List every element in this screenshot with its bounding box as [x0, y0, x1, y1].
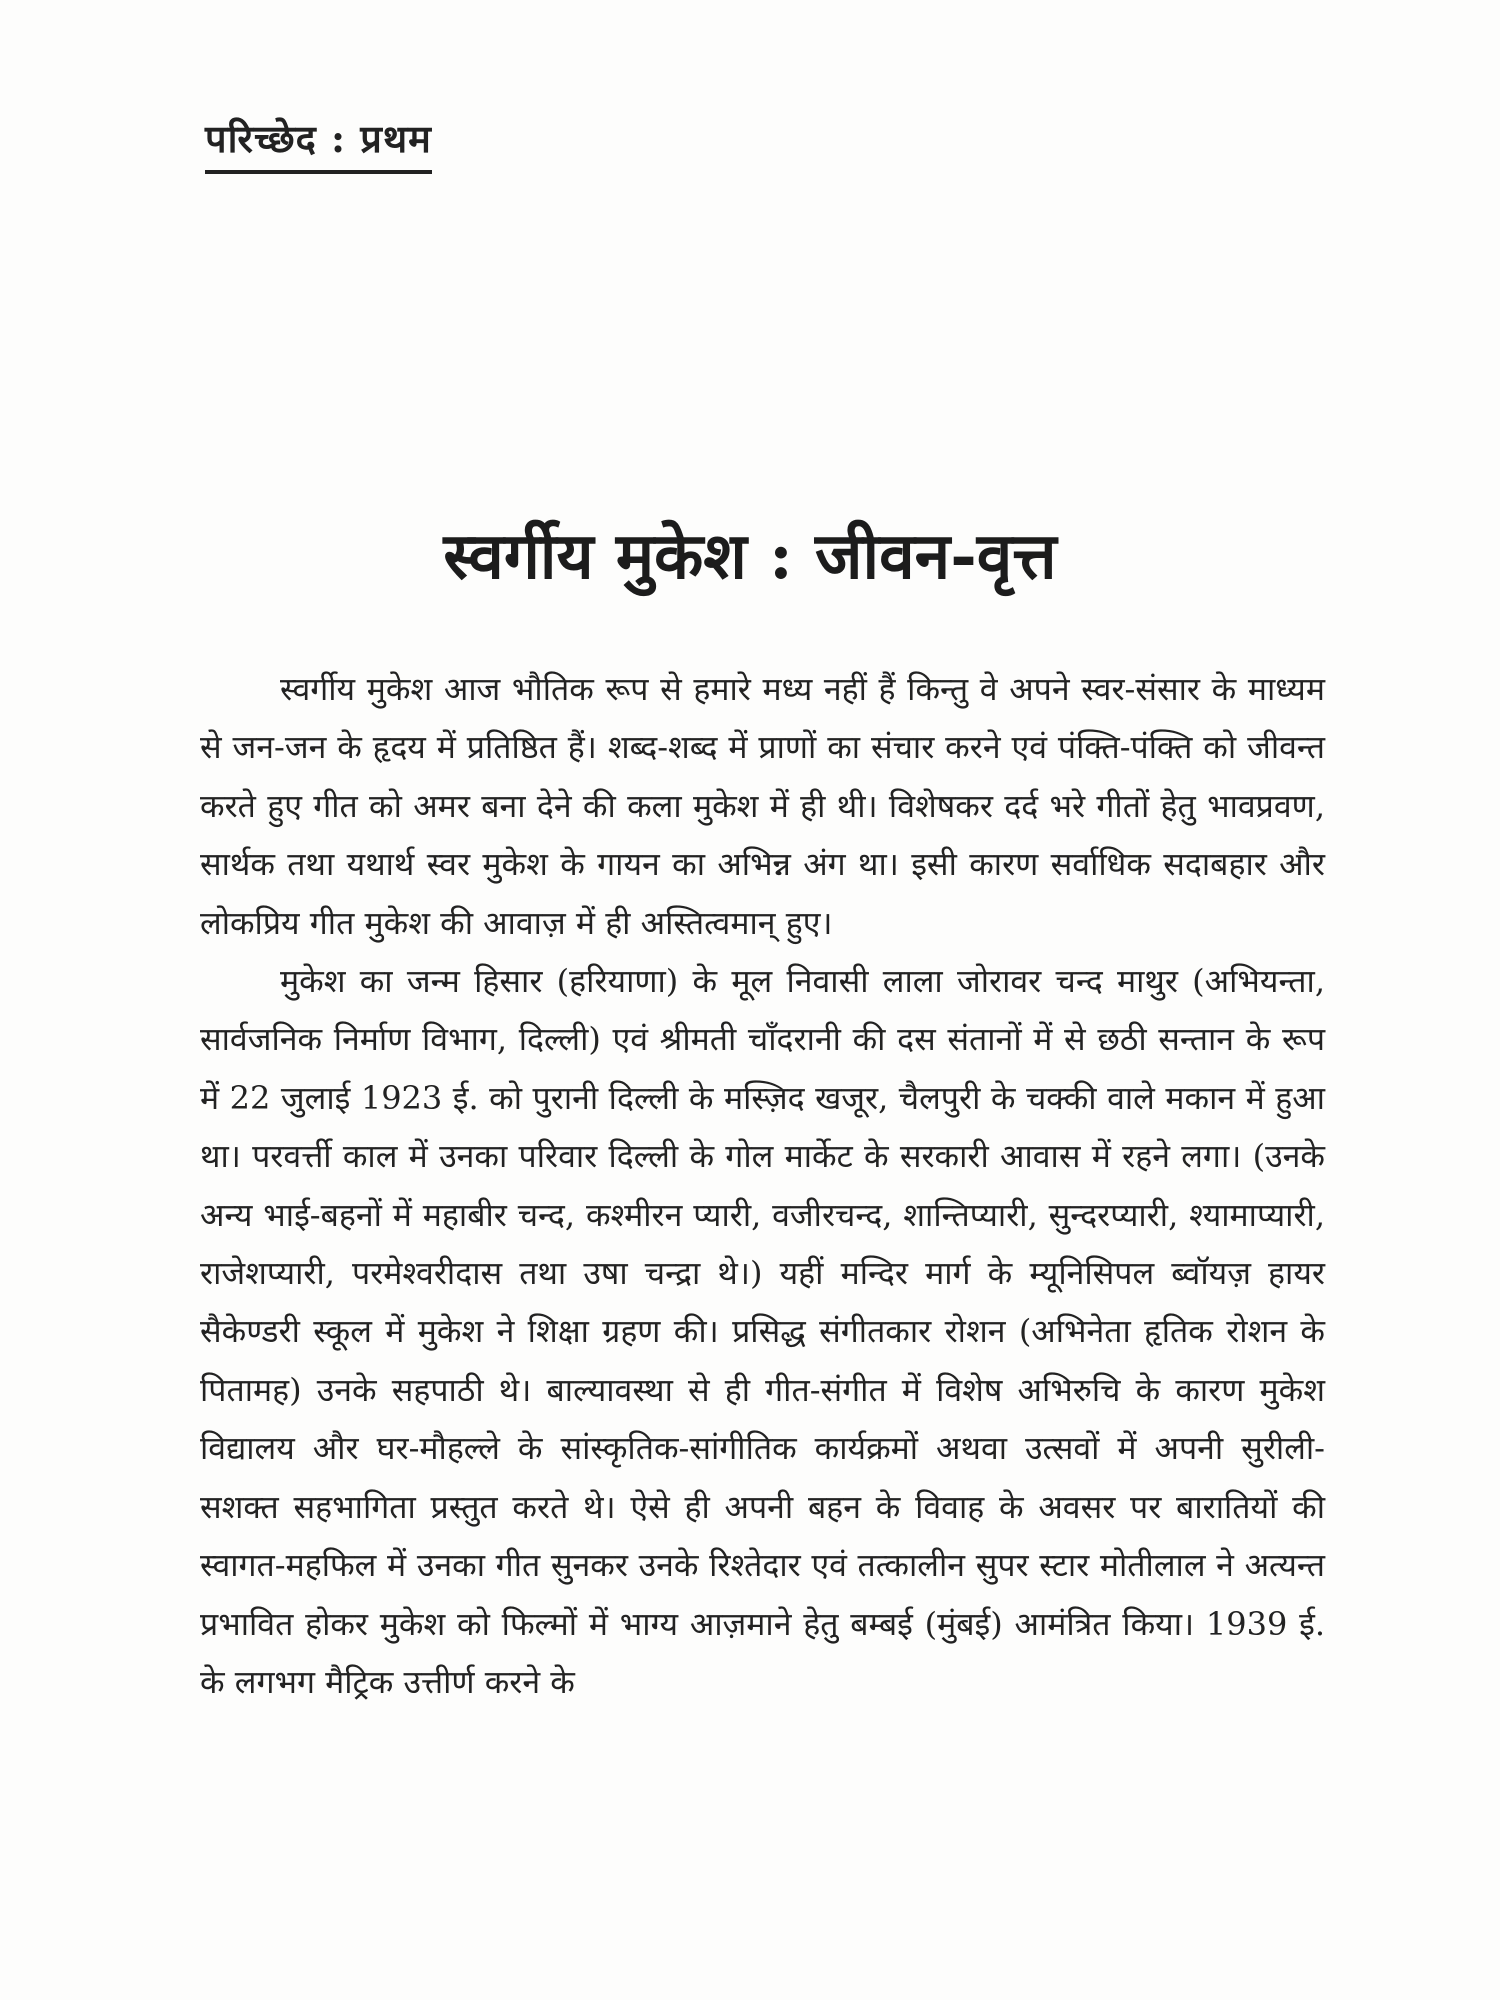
- page-title: स्वर्गीय मुकेश : जीवन-वृत्त: [443, 519, 1057, 594]
- body-text: [200, 660, 1325, 1711]
- chapter-heading: परिच्छेद : प्रथम: [205, 112, 432, 174]
- paragraph-intro: स्वर्गीय मुकेश आज भौतिक रूप से हमारे मध्य नहीं हैं किन्तु वे अपने स्वर-संसार के माध्यम से जन-जन के हृदय में प्रतिष्ठित हैं। शब्द-शब्द में प्राणों का संचार करने एवं पंक्ति-पंक्ति को जीवन्त करते हुए गीत को अमर बना देने की कला मुकेश में ही थी। विशेषकर दर्द भरे गीतों हेतु भावप्रवण, सार्थक तथा यथार्थ स्वर मुकेश के गायन का अभिन्न अंग था। इसी कारण सर्वाधिक सदाबहार और लोकप्रिय गीत मुकेश की आवाज़ में ही अस्तित्वमान् हुए।: [200, 670, 1325, 942]
- paragraph-birth: मुकेश का जन्म हिसार (हरियाणा) के मूल निवासी लाला जोरावर चन्द माथुर (अभियन्ता, सार्वजनिक निर्माण विभाग, दिल्ली) एवं श्रीमती चाँदरानी की दस संतानों में से छठी सन्तान के रूप में 22 जुलाई 1923 ई. को पुरानी दिल्ली के मस्ज़िद खजूर, चैलपुरी के चक्की वाले मकान में हुआ था। परवर्त्ती काल में उनका परिवार दिल्ली के गोल मार्केट के सरकारी आवास में रहने लगा। (उनके अन्य भाई-बहनों में महाबीर चन्द, कश्मीरन प्यारी, वजीरचन्द, शान्तिप्यारी, सुन्दरप्यारी, श्यामाप्यारी, राजेशप्यारी, परमेश्वरीदास तथा उषा चन्द्रा थे।) यहीं मन्दिर मार्ग के म्यूनिसिपल ब्वॉयज़ हायर सैकेण्डरी स्कूल में मुकेश ने शिक्षा ग्रहण की। प्रसिद्ध संगीतकार रोशन (अभिनेता हृतिक रोशन के पितामह) उनके सहपाठी थे। बाल्यावस्था से ही गीत-संगीत में विशेष अभिरुचि के कारण मुकेश विद्यालय और घर-मौहल्ले के सांस्कृतिक-सांगीतिक कार्यक्रमों अथवा उत्सवों में अपनी सुरीली-सशक्त सहभागिता प्रस्तुत करते थे। ऐसे ही अपनी बहन के विवाह के अवसर पर बारातियों की स्वागत-महफिल में उनका गीत सुनकर उनके रिश्तेदार एवं तत्कालीन सुपर स्टार मोतीलाल ने अत्यन्त प्रभावित होकर मुकेश को फिल्मों में भाग्य आज़माने हेतु बम्बई (मुंबई) आमंत्रित किया। 1939 ई. के लगभग मैट्रिक उत्तीर्ण करने के: [200, 962, 1325, 1701]
